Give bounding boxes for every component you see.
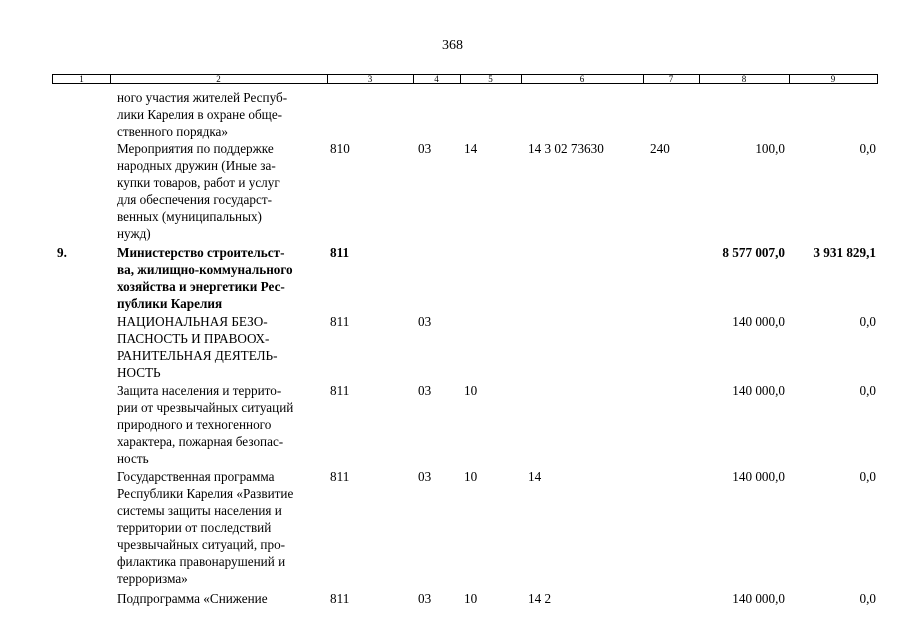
row-1-col-3: 810 — [330, 141, 350, 156]
row-2-desc-line-3: публики Карелия — [117, 296, 223, 311]
header-cell-8: 8 — [741, 74, 747, 84]
row-5-col-4: 03 — [418, 469, 432, 484]
row-5-desc-line-5: филактика правонарушений и — [117, 554, 286, 569]
row-1-desc-line-2: купки товаров, работ и услуг — [117, 175, 280, 190]
row-6-col-9: 0,0 — [859, 591, 876, 606]
row-2-desc-line-0: Министерство строительст- — [117, 245, 285, 260]
row-2-col-8: 8 577 007,0 — [722, 245, 785, 260]
row-5-desc-line-0: Государственная программа — [117, 469, 275, 484]
row-5-desc-line-1: Республики Карелия «Развитие — [117, 486, 294, 501]
row-3-col-8: 140 000,0 — [732, 314, 785, 329]
row-4-desc-line-3: характера, пожарная безопас- — [117, 434, 284, 449]
row-4-col-9: 0,0 — [859, 383, 876, 398]
row-1-col-4: 03 — [418, 141, 432, 156]
header-cell-1: 1 — [79, 74, 84, 84]
row-3-desc-line-3: НОСТЬ — [117, 365, 161, 380]
row-4-desc-line-4: ность — [117, 451, 149, 466]
row-2-desc-line-2: хозяйства и энергетики Рес- — [117, 279, 285, 294]
row-5-col-3: 811 — [330, 469, 350, 484]
row-1-desc-line-0: Мероприятия по поддержке — [117, 141, 274, 156]
row-1-col-9: 0,0 — [859, 141, 876, 156]
row-5-desc-line-6: терроризма» — [117, 571, 188, 586]
row-6-col-8: 140 000,0 — [732, 591, 785, 606]
row-3-desc-line-2: РАНИТЕЛЬНАЯ ДЕЯТЕЛЬ- — [117, 348, 278, 363]
row-5-desc-line-2: системы защиты населения и — [117, 503, 282, 518]
row-2-desc-line-1: ва, жилищно-коммунального — [117, 262, 293, 277]
header-cell-5: 5 — [488, 74, 493, 84]
row-1-desc-line-5: нужд) — [117, 226, 151, 241]
row-0-desc-line-2: ственного порядка» — [117, 124, 228, 139]
row-5-col-8: 140 000,0 — [732, 469, 785, 484]
header-cell-2: 2 — [216, 74, 221, 84]
header-cell-3: 3 — [367, 74, 373, 84]
row-3-col-9: 0,0 — [859, 314, 876, 329]
row-1-col-7: 240 — [650, 141, 670, 156]
row-6-col-3: 811 — [330, 591, 350, 606]
row-0-desc-line-0: ного участия жителей Респуб- — [117, 90, 288, 105]
row-2-number: 9. — [57, 245, 67, 260]
row-2-col-9: 3 931 829,1 — [813, 245, 876, 260]
page-number: 368 — [442, 38, 463, 53]
row-4-col-3: 811 — [330, 383, 350, 398]
row-6-col-6: 14 2 — [528, 591, 552, 606]
row-4-desc-line-0: Защита населения и террито- — [117, 383, 282, 398]
row-5-col-6: 14 — [528, 469, 542, 484]
row-6-col-4: 03 — [418, 591, 432, 606]
row-5-col-9: 0,0 — [859, 469, 876, 484]
row-1-col-6: 14 3 02 73630 — [528, 141, 604, 156]
header-cell-6: 6 — [579, 74, 585, 84]
header-cell-7: 7 — [668, 74, 674, 84]
header-cell-9: 9 — [830, 74, 836, 84]
row-1-desc-line-3: для обеспечения государст- — [117, 192, 272, 207]
header-cell-4: 4 — [434, 74, 439, 84]
row-1-col-8: 100,0 — [755, 141, 785, 156]
row-3-col-3: 811 — [330, 314, 350, 329]
row-5-col-5: 10 — [464, 469, 478, 484]
row-1-desc-line-1: народных дружин (Иные за- — [117, 158, 276, 173]
row-3-desc-line-1: ПАСНОСТЬ И ПРАВООХ- — [117, 331, 270, 346]
row-4-desc-line-1: рии от чрезвычайных ситуаций — [117, 400, 294, 415]
row-4-desc-line-2: природного и техногенного — [117, 417, 272, 432]
row-4-col-4: 03 — [418, 383, 432, 398]
row-4-col-5: 10 — [464, 383, 478, 398]
table-header-row — [52, 74, 878, 84]
row-2-col-3: 811 — [330, 245, 350, 260]
row-1-col-5: 14 — [464, 141, 478, 156]
row-3-col-4: 03 — [418, 314, 432, 329]
row-0-desc-line-1: лики Карелия в охране обще- — [117, 107, 283, 122]
row-6-col-5: 10 — [464, 591, 478, 606]
row-4-col-8: 140 000,0 — [732, 383, 785, 398]
row-5-desc-line-4: чрезвычайных ситуаций, про- — [117, 537, 286, 552]
row-1-desc-line-4: венных (муниципальных) — [117, 209, 262, 224]
row-5-desc-line-3: территории от последствий — [117, 520, 272, 535]
row-6-desc-line-0: Подпрограмма «Снижение — [117, 591, 268, 606]
row-3-desc-line-0: НАЦИОНАЛЬНАЯ БЕЗО- — [117, 314, 268, 329]
